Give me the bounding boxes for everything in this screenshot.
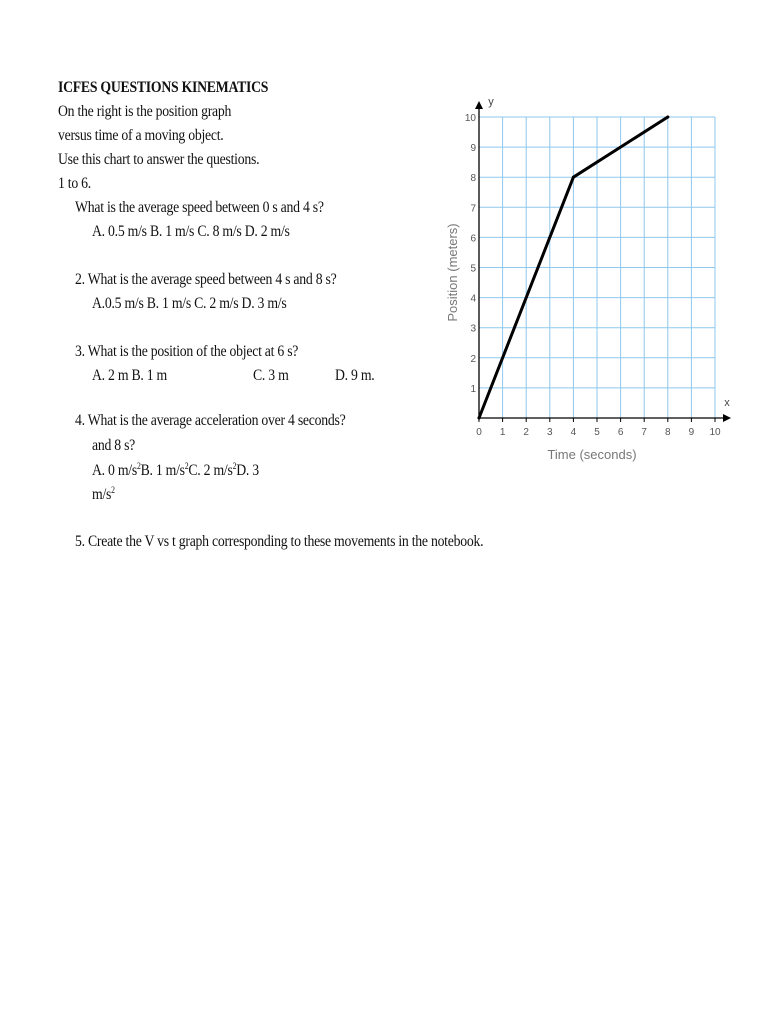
x-tick-label: 2 [523, 427, 529, 438]
y-tick-label: 3 [470, 323, 476, 335]
question-4-option-a: A. 0 m/s [92, 462, 137, 479]
worksheet-title: ICFES QUESTIONS KINEMATICS [58, 79, 269, 96]
x-tick-label: 3 [547, 427, 553, 438]
question-3-option-d: D. 9 m. [335, 367, 375, 384]
y-axis-title: Position (meters) [445, 223, 460, 322]
x-axis-arrow [723, 414, 731, 422]
y-tick-label: 4 [470, 293, 476, 305]
question-5: 5. Create the V vs t graph corresponding to these movements in the notebook. [75, 533, 484, 550]
x-tick-label: 9 [688, 427, 695, 438]
x-tick-label: 10 [709, 427, 721, 438]
question-1: What is the average speed between 0 s and 4 s? [75, 199, 324, 216]
question-4-option-d-unit [92, 485, 115, 504]
data-point [478, 417, 481, 420]
y-axis-letter: y [488, 96, 494, 108]
squared-sup: 2 [111, 485, 115, 495]
question-4-cont: and 8 s? [92, 437, 136, 454]
question-3: 3. What is the position of the object at 6 s? [75, 343, 299, 360]
y-axis-arrow [475, 101, 483, 109]
y-tick-label: 6 [470, 233, 476, 245]
question-2: 2. What is the average speed between 4 s and 8 s? [75, 271, 337, 288]
question-3-option-c: C. 3 m [253, 367, 289, 384]
squared-sup: 2 [184, 461, 189, 471]
squared-sup: 2 [136, 461, 141, 471]
x-axis-title: Time (seconds) [547, 447, 637, 462]
question-4-option-d: D. 3 [236, 462, 259, 479]
intro-line-2: versus time of a moving object. [58, 127, 224, 144]
question-2-options: A.0.5 m/s B. 1 m/s C. 2 m/s D. 3 m/s [92, 295, 287, 312]
y-tick-label: 1 [470, 383, 476, 395]
x-axis-letter: x [724, 397, 730, 409]
intro-line-3: Use this chart to answer the questions. [58, 151, 260, 168]
data-point [572, 176, 575, 179]
question-3-options-ab: A. 2 m B. 1 m [92, 367, 168, 384]
question-4-option-c: C. 2 m/s [188, 462, 233, 479]
y-tick-label: 2 [470, 353, 476, 365]
x-tick-label: 0 [476, 427, 482, 438]
x-tick-label: 1 [499, 427, 506, 438]
x-tick-label: 4 [570, 427, 577, 438]
question-4-option-b: B. 1 m/s [140, 462, 185, 479]
y-tick-label: 8 [470, 173, 476, 185]
position-time-chart [436, 94, 756, 474]
intro-line-4: 1 to 6. [58, 175, 91, 192]
question-4-options [92, 461, 259, 480]
intro-line-1: On the right is the position graph [58, 103, 232, 120]
y-tick-label: 7 [470, 203, 476, 215]
y-tick-label: 5 [470, 263, 476, 275]
x-tick-label: 8 [665, 427, 671, 438]
unit-text: m/s [92, 486, 112, 503]
y-tick-label: 10 [464, 113, 476, 124]
data-point [666, 116, 669, 119]
question-4: 4. What is the average acceleration over 4 seconds? [75, 412, 346, 429]
x-tick-label: 6 [617, 427, 624, 438]
y-tick-label: 9 [470, 143, 476, 155]
x-tick-label: 7 [641, 427, 647, 438]
squared-sup: 2 [232, 461, 237, 471]
question-1-options: A. 0.5 m/s B. 1 m/s C. 8 m/s D. 2 m/s [92, 223, 290, 240]
x-tick-label: 5 [594, 427, 600, 438]
